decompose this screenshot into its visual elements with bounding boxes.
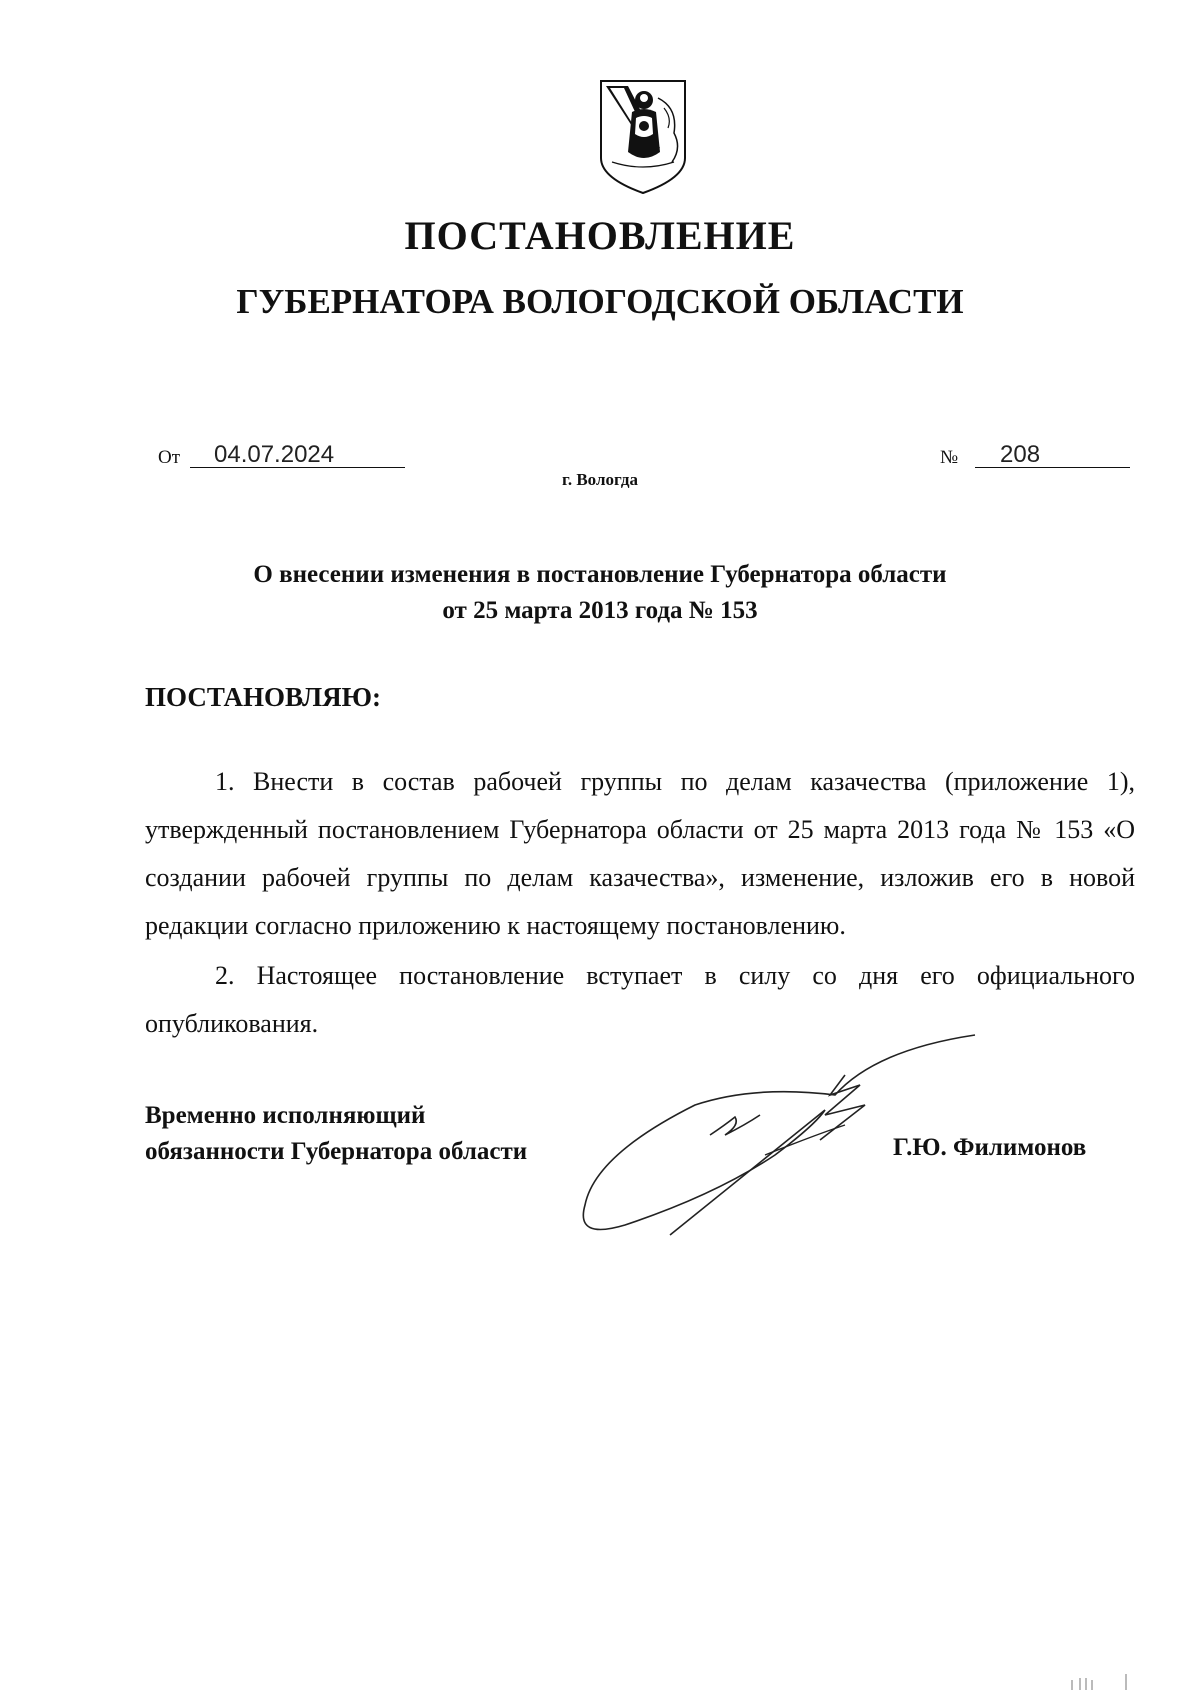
subject-line-1: О внесении изменения в постановление Губернатора области (253, 561, 947, 588)
decree-heading: ПОСТАНОВЛЯЮ: (145, 682, 381, 712)
number-underline (975, 467, 1130, 468)
paragraph-1: 1. Внести в состав рабочей группы по делам казачества (приложение 1), утвержденный постановлением Губернатора области от 25 марта 2013 года № 153 «О создании рабочей группы по делам казачества», изменение, изложив его в новой редакции согласно приложению к настоящему постановлению. (145, 767, 1135, 940)
paragraph-2: 2. Настоящее постановление вступает в силу со дня его официального опубликования. (145, 961, 1135, 1038)
document-title: ПОСТАНОВЛЕНИЕ (404, 213, 796, 258)
signatory-name: Г.Ю. Филимонов (893, 1134, 1087, 1161)
number-label: № (940, 447, 959, 468)
document-subtitle: ГУБЕРНАТОРА ВОЛОГОДСКОЙ ОБЛАСТИ (236, 282, 964, 321)
signatory-position-line-1: Временно исполняющий (145, 1102, 426, 1129)
signatory-position (145, 1098, 527, 1170)
signatory-position-line-2: обязанности Губернатора области (145, 1138, 528, 1165)
scan-marks (1070, 1672, 1130, 1690)
handwritten-signature (575, 1025, 985, 1240)
document-number: 208 (1000, 441, 1041, 468)
subject-line-2: от 25 марта 2013 года № 153 (442, 597, 758, 624)
coat-of-arms-emblem (598, 78, 688, 196)
city: г. Вологда (562, 470, 638, 489)
date-label: От (158, 447, 181, 468)
document-date: 04.07.2024 (214, 441, 335, 468)
